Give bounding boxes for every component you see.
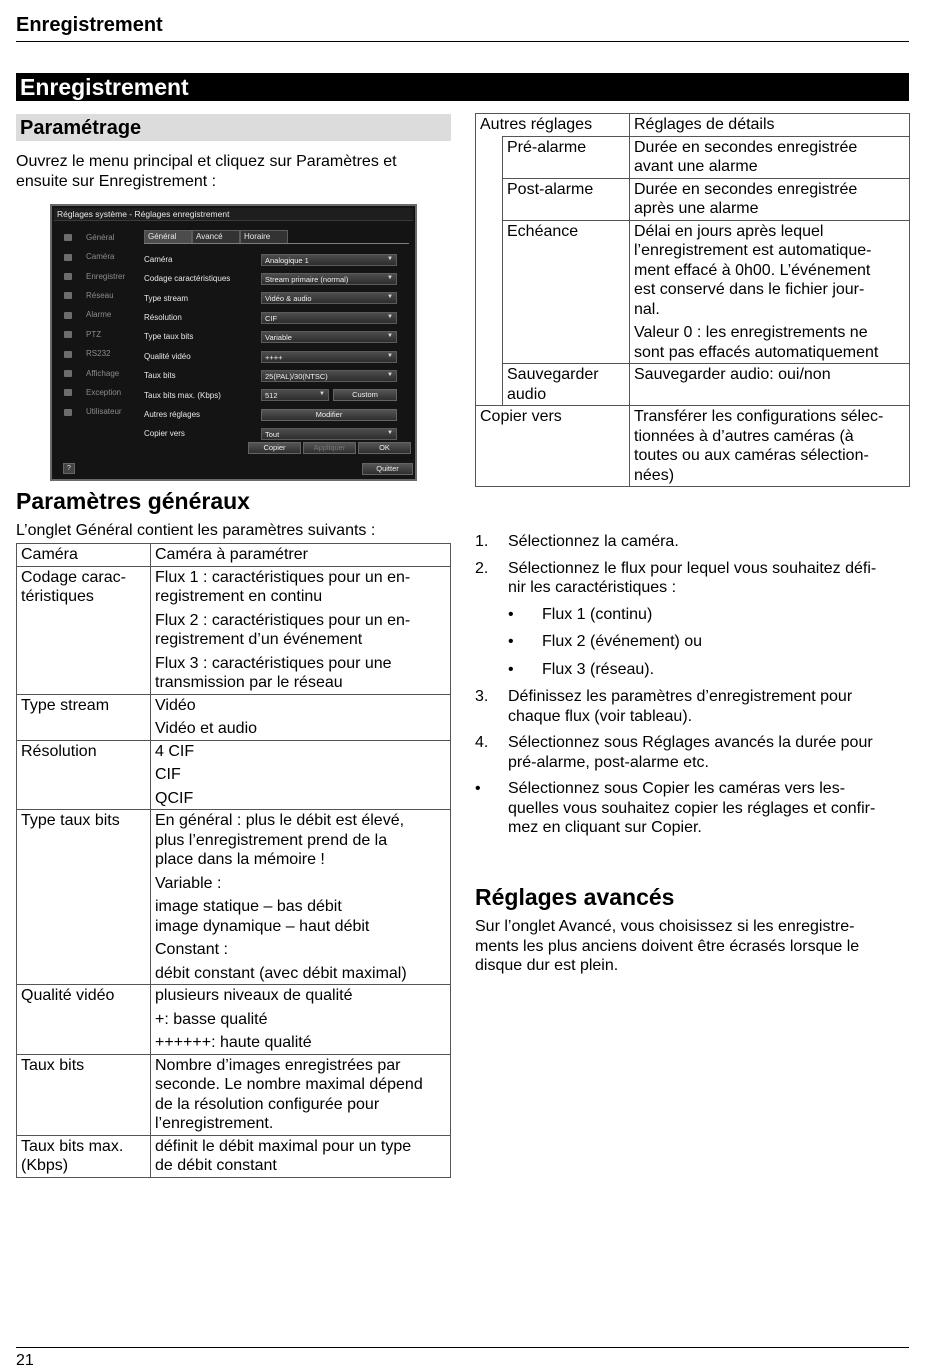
list-item-text: Sélectionnez sous Copier les caméras vers les- quelles vous souhaitez copier les réglages et confir- mez en cliquant sur Copier.	[508, 780, 876, 837]
param-name: Echéance	[503, 220, 630, 364]
form-label: Qualité vidéo	[144, 351, 191, 361]
description-line: Vidéo et audio	[155, 720, 258, 738]
description-line: Constant :	[155, 941, 228, 959]
sidebar-item-label: Général	[86, 232, 115, 242]
list-marker: 4.	[475, 734, 489, 752]
list-marker: 2.	[475, 559, 489, 577]
list-marker: 3.	[475, 688, 489, 706]
table-row	[17, 985, 451, 1055]
header-rule	[16, 41, 909, 42]
form-row	[144, 250, 409, 269]
page-number: 21	[16, 1352, 34, 1369]
description-line: CIF	[155, 766, 181, 784]
footer-rule	[16, 1347, 909, 1348]
form-label: Autres réglages	[144, 409, 201, 419]
param-description	[151, 544, 451, 567]
description-line: +: basse qualité	[155, 1010, 268, 1028]
list-marker: •	[475, 780, 481, 798]
bullet-text: Flux 1 (continu)	[542, 605, 653, 623]
chapter-title: Enregistrement	[16, 73, 909, 101]
sidebar-item[interactable]	[58, 306, 136, 325]
bullet-item	[475, 660, 905, 680]
menu-item-icon	[64, 409, 72, 416]
description-line: ++++++: haute qualité	[155, 1034, 312, 1052]
param-name: Copier vers	[476, 406, 630, 487]
description-line: Vidéo	[155, 696, 196, 714]
description-line: Flux 2 : caractéristiques pour un en- registrement d’un événement	[155, 611, 411, 649]
description-line: 4 CIF	[155, 742, 195, 760]
form-row	[144, 308, 409, 327]
description-line: définit le débit maximal pour un type de débit constant	[155, 1137, 412, 1175]
param-name: Résolution	[17, 740, 151, 810]
param-description	[630, 406, 910, 487]
sidebar-item[interactable]	[58, 383, 136, 402]
description-line: Flux 3 : caractéristiques pour une transmission par le réseau	[155, 654, 392, 692]
table-row	[17, 694, 451, 740]
sidebar-item[interactable]	[58, 286, 136, 305]
form-label: Type stream	[144, 293, 189, 303]
form-dropdown[interactable]: Vidéo & audio ▼	[261, 292, 397, 304]
param-description	[151, 1135, 451, 1177]
param-name: Type stream	[17, 694, 151, 740]
param-description	[151, 694, 451, 740]
menu-item-icon	[64, 389, 72, 396]
form-dropdown[interactable]: Variable ▼	[261, 331, 397, 343]
apply-button[interactable]: Appliquer	[303, 442, 356, 454]
indent-cell	[476, 364, 503, 406]
sidebar-item-label: Enregistrer	[86, 271, 126, 281]
list-item-text: Définissez les paramètres d’enregistrement pour chaque flux (voir tableau).	[508, 688, 853, 725]
param-description	[630, 220, 910, 364]
list-item-text: Sélectionnez le flux pour lequel vous souhaitez défi- nir les caractéristiques :	[508, 559, 877, 597]
param-description	[630, 364, 910, 406]
form-row	[144, 366, 409, 385]
list-item	[475, 733, 905, 772]
sidebar-item-label: Réseau	[86, 290, 114, 300]
bullet-marker: •	[508, 605, 514, 623]
screenshot-tabs	[144, 228, 409, 244]
form-row	[144, 405, 409, 424]
sidebar-item-label: PTZ	[86, 329, 102, 339]
quit-button[interactable]: Quitter	[362, 463, 413, 475]
description-line: Sauvegarder audio: oui/non	[634, 366, 831, 384]
list-item	[475, 532, 905, 552]
bullet-text: Flux 2 (événement) ou	[542, 633, 703, 651]
form-dropdown[interactable]: ++++ ▼	[261, 351, 397, 363]
list-item	[475, 687, 905, 726]
sidebar-item[interactable]	[58, 364, 136, 383]
form-row	[144, 425, 409, 444]
menu-item-icon	[64, 292, 72, 299]
form-dropdown[interactable]: 512 ▼	[261, 389, 329, 401]
sidebar-item-label: Alarme	[86, 310, 112, 320]
tab-2[interactable]: Horaire	[240, 230, 288, 243]
param-name: Taux bits	[17, 1054, 151, 1135]
form-label: Résolution	[144, 312, 182, 322]
param-name: Autres réglages	[476, 114, 630, 137]
table-row	[17, 544, 451, 567]
custom-button[interactable]: Custom	[333, 389, 397, 401]
sidebar-item-label: Affichage	[86, 368, 120, 378]
screenshot-footer-buttons	[248, 442, 411, 454]
form-dropdown[interactable]: CIF ▼	[261, 312, 397, 324]
description-line: Nombre d’images enregistrées par seconde. Le nombre maximal dépend de la résolution configurée pour l’enregistrement.	[155, 1056, 423, 1133]
sidebar-item[interactable]	[58, 403, 136, 422]
copy-button[interactable]: Copier	[248, 442, 301, 454]
form-row	[144, 328, 409, 347]
param-description	[151, 985, 451, 1055]
list-item	[475, 779, 905, 838]
menu-item-icon	[64, 351, 72, 358]
settings-screenshot	[50, 204, 417, 481]
steps-list	[475, 532, 905, 845]
param-name: Sauvegarder audio	[503, 364, 630, 406]
sidebar-item-label: RS232	[86, 349, 111, 359]
description-line: Caméra à paramétrer	[155, 546, 308, 563]
screenshot-sidebar	[58, 228, 136, 422]
description-line: débit constant (avec débit maximal)	[155, 964, 407, 982]
bullet-text: Flux 3 (réseau).	[542, 660, 655, 678]
form-row	[144, 289, 409, 308]
menu-item-icon	[64, 331, 72, 338]
indent-cell	[476, 220, 503, 364]
description-line: Durée en secondes enregistrée après une alarme	[634, 180, 858, 218]
description-line: QCIF	[155, 789, 194, 807]
menu-item-icon	[64, 312, 72, 319]
description-line: Valeur 0 : les enregistrements ne sont pas effacés automatiquement	[634, 324, 879, 361]
table-row	[476, 136, 910, 178]
form-label: Caméra	[144, 254, 173, 264]
bullet-marker: •	[508, 660, 514, 678]
description-line: Flux 1 : caractéristiques pour un en- registrement en continu	[155, 568, 411, 606]
bullet-item	[475, 632, 905, 652]
table-row	[17, 1054, 451, 1135]
intro-paragraph: Ouvrez le menu principal et cliquez sur Paramètres et ensuite sur Enregistrement :	[16, 153, 397, 190]
form-dropdown[interactable]: 25(PAL)/30(NTSC) ▼	[261, 370, 397, 382]
description-line: Durée en secondes enregistrée avant une alarme	[634, 138, 858, 176]
menu-item-icon	[64, 254, 72, 261]
description-line: Variable :	[155, 874, 222, 892]
form-label: Taux bits max. (Kbps)	[144, 390, 221, 400]
param-description	[151, 810, 451, 985]
screenshot-form	[144, 250, 409, 444]
form-dropdown[interactable]: Analogique 1 ▼	[261, 254, 397, 266]
param-name: Qualité vidéo	[17, 985, 151, 1055]
menu-item-icon	[64, 234, 72, 241]
param-description	[151, 1054, 451, 1135]
tab-0[interactable]: Général	[144, 230, 192, 243]
param-description	[630, 178, 910, 220]
sidebar-item[interactable]	[58, 325, 136, 344]
form-row	[144, 269, 409, 288]
tab-1[interactable]: Avancé	[192, 230, 240, 243]
menu-item-icon	[64, 273, 72, 280]
form-dropdown[interactable]: Tout ▼	[261, 428, 397, 440]
modify-button[interactable]: Modifier	[261, 409, 397, 421]
form-row	[144, 347, 409, 366]
sidebar-item[interactable]	[58, 228, 136, 247]
form-label: Codage caractéristiques	[144, 274, 231, 284]
table-row	[17, 740, 451, 810]
screenshot-title: Réglages système - Réglages enregistrement	[54, 208, 413, 221]
description-line: Transférer les configurations sélec- tionnées à d’autres caméras (à toutes ou aux caméras sélection- nées)	[634, 408, 884, 484]
indent-cell	[476, 178, 503, 220]
param-name: Pré-alarme	[503, 136, 630, 178]
form-label: Copier vers	[144, 429, 185, 439]
running-title: Enregistrement	[16, 14, 163, 36]
table-row	[17, 1135, 451, 1177]
bullet-marker: •	[508, 633, 514, 651]
indent-cell	[476, 136, 503, 178]
param-name: Codage carac- téristiques	[17, 566, 151, 694]
description-line: plusieurs niveaux de qualité	[155, 987, 353, 1005]
help-icon[interactable]: ?	[63, 463, 75, 474]
sidebar-item-label: Exception	[86, 387, 122, 397]
param-name: Taux bits max. (Kbps)	[17, 1135, 151, 1177]
table-row	[476, 114, 910, 137]
param-description	[630, 136, 910, 178]
param-description	[151, 740, 451, 810]
sidebar-item[interactable]	[58, 344, 136, 363]
menu-item-icon	[64, 370, 72, 377]
section-title: Paramétrage	[16, 114, 451, 141]
description-line: En général : plus le débit est élevé, plus l’enregistrement prend de la place dans la mémoire !	[155, 812, 405, 869]
table-row	[476, 364, 910, 406]
advanced-heading: Réglages avancés	[475, 884, 675, 910]
ok-button[interactable]: OK	[358, 442, 411, 454]
general-lead: L’onglet Général contient les paramètres suivants :	[16, 522, 376, 539]
form-row	[144, 386, 409, 405]
advanced-paragraph: Sur l’onglet Avancé, vous choisissez si les enregistre- ments les plus anciens doivent être écrasés lorsque le disque dur est plein.	[475, 918, 860, 975]
param-description: Réglages de détails	[630, 114, 910, 137]
table-row	[476, 406, 910, 487]
other-settings-table	[475, 113, 910, 487]
sidebar-item-label: Utilisateur	[86, 407, 122, 417]
general-params-table	[16, 543, 451, 1178]
bullet-item	[475, 605, 905, 625]
table-row	[476, 178, 910, 220]
sidebar-item[interactable]	[58, 267, 136, 286]
table-row	[17, 566, 451, 694]
param-name: Type taux bits	[17, 810, 151, 985]
general-heading: Paramètres généraux	[16, 488, 250, 514]
table-row	[17, 810, 451, 985]
list-marker: 1.	[475, 533, 489, 550]
form-label: Taux bits	[144, 371, 176, 381]
param-name: Caméra	[17, 544, 151, 567]
param-name: Post-alarme	[503, 178, 630, 220]
form-label: Type taux bits	[144, 332, 194, 342]
list-item-text: Sélectionnez sous Réglages avancés la durée pour pré-alarme, post-alarme etc.	[508, 734, 873, 771]
form-dropdown[interactable]: Stream primaire (normal) ▼	[261, 273, 397, 285]
param-description	[151, 566, 451, 694]
sidebar-item-label: Caméra	[86, 252, 115, 262]
list-item	[475, 559, 905, 598]
description-line: image statique – bas débit image dynamique – haut débit	[155, 898, 370, 935]
list-item-text: Sélectionnez la caméra.	[508, 533, 679, 550]
sidebar-item[interactable]	[58, 247, 136, 266]
table-row	[476, 220, 910, 364]
description-line: Délai en jours après lequel l’enregistrement est automatique- ment effacé à 0h00. L’événement est conservé dans le fichier jour- nal.	[634, 222, 872, 318]
